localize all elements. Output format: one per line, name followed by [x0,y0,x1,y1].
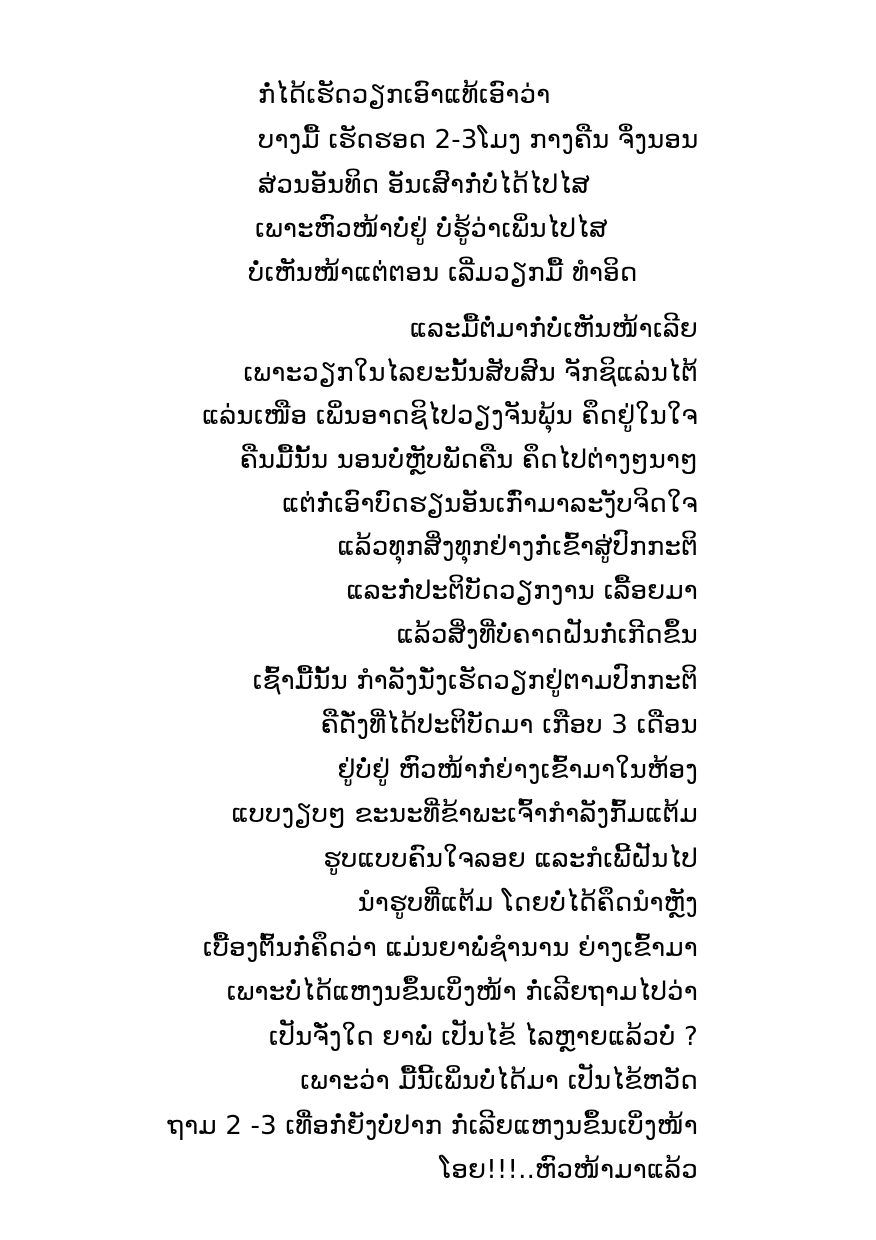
text-line-10: ແຕ່ກໍ່ເອົາບົດຮຽນອັນເກົ່າມາລະງັບຈິດໃຈ [282,489,698,519]
text-line-9: ຄືນມື້ນັ້ນ ນອນບໍ່ຫຼັບພັດຄືນ ຄຶດໄປຕ່າງໆນາໆ [239,445,698,475]
text-line-14: ເຊົ້າມື້ນັ້ນ ກຳລັງນັ່ງເຮັດວຽກຢູ່ຕາມປົກກະຕິ [252,666,698,696]
text-line-1: ກໍ່ໄດ້ເຮັດວຽກເອົາແທ້ເອົາວ່າ [258,80,551,110]
text-line-20: ເບື້ອງຕົ້ນກໍ່ຄຶດວ່າ ແມ່ນຍາພໍ່ຊຳນານ ຍ່າງເຂົ້າມາ [202,933,698,963]
text-line-17: ແບບງຽບໆ ຂະນະທີ່ຂ້າພະເຈົ້າກຳລັງກົ້ມແຕ້ມ [231,799,698,829]
text-line-15: ຄືດັ່ງທີ່ໄດ້ປະຕິບັດມາ ເກືອບ 3 ເດືອນ [320,710,698,740]
text-line-23: ເພາະວ່າ ມື້ນີ້ເພິ່ນບໍ່ໄດ້ມາ ເປັນໄຂ້ຫວັດ [300,1066,698,1096]
text-line-25: ໂອຍ!!!..ຫົວໜ້າມາແລ້ວ [439,1155,698,1185]
text-line-16: ຢູ່ບໍ່ຢູ່ ຫົວໜ້າກໍ່ຍ່າງເຂົ້າມາໃນຫ້ອງ [337,755,698,785]
text-line-3: ສ່ວນອັນທິດ ອັນເສົາກໍ່ບໍ່ໄດ້ໄປໄສ [258,170,590,200]
text-line-7: ເພາະວຽກໃນໄລຍະນັ້ນສັບສົນ ຈັກຊິແລ່ນໄຕ້ [243,358,698,388]
text-line-24: ຖາມ 2 -3 ເທື່ອກໍ່ຍັງບໍ່ປາກ ກໍ່ເລີຍແຫງນຂຶ້ນເບິ່ງໜ້າ [167,1111,698,1141]
text-line-21: ເພາະບໍ່ໄດ້ແຫງນຂຶ້ນເບິ່ງໜ້າ ກໍ່ເລີຍຖາມໄປວ່າ [226,977,698,1007]
text-line-13: ແລ້ວສິ່ງທີ່ບໍ່ຄາດຝັນກໍ່ເກີດຂຶ້ນ [396,620,698,650]
text-line-11: ແລ້ວທຸກສິ່ງທຸກຢ່າງກໍ່ເຂົ້າສູ່ປົກກະຕິ [337,532,698,562]
text-line-2: ບາງມື້ ເຮັດຮອດ 2-3ໂມງ ກາງຄືນ ຈຶ່ງນອນ [258,125,699,155]
text-line-22: ເປັນຈັ່ງໃດ ຍາພໍ່ ເປັນໄຂ້ ໄລຫຼາຍແລ້ວບໍ່ ? [268,1022,698,1052]
text-line-8: ແລ່ນເໜືອ ເພິ່ນອາດຊິໄປວຽງຈັນພຸ້ນ ຄຶດຢູ່ໃນໃຈ [202,401,698,431]
text-line-6: ແລະມື້ຕໍ່ມາກໍ່ບໍ່ເຫັນໜ້າເລີຍ [409,314,698,344]
text-line-19: ນຳຮູບທີ່ແຕ້ມ ໂດຍບໍ່ໄດ້ຄຶດນຳຫຼັງ [357,888,698,918]
text-line-4: ເພາະຫົວໜ້າບໍ່ຢູ່ ບໍ່ຮູ້ວ່າເພິ່ນໄປໄສ [255,214,608,244]
text-line-18: ຮູບແບບຄົນໃຈລອຍ ແລະກໍເພີ້ຝັນໄປ [323,844,698,874]
text-line-5: ບໍ່ເຫັນໜ້າແຕ່ຕອນ ເລີ່ມວຽກມື້ ທຳອິດ [248,258,638,288]
text-line-12: ແລະກໍ່ປະຕິບັດວຽກງານ ເລື້ອຍມາ [346,576,698,606]
